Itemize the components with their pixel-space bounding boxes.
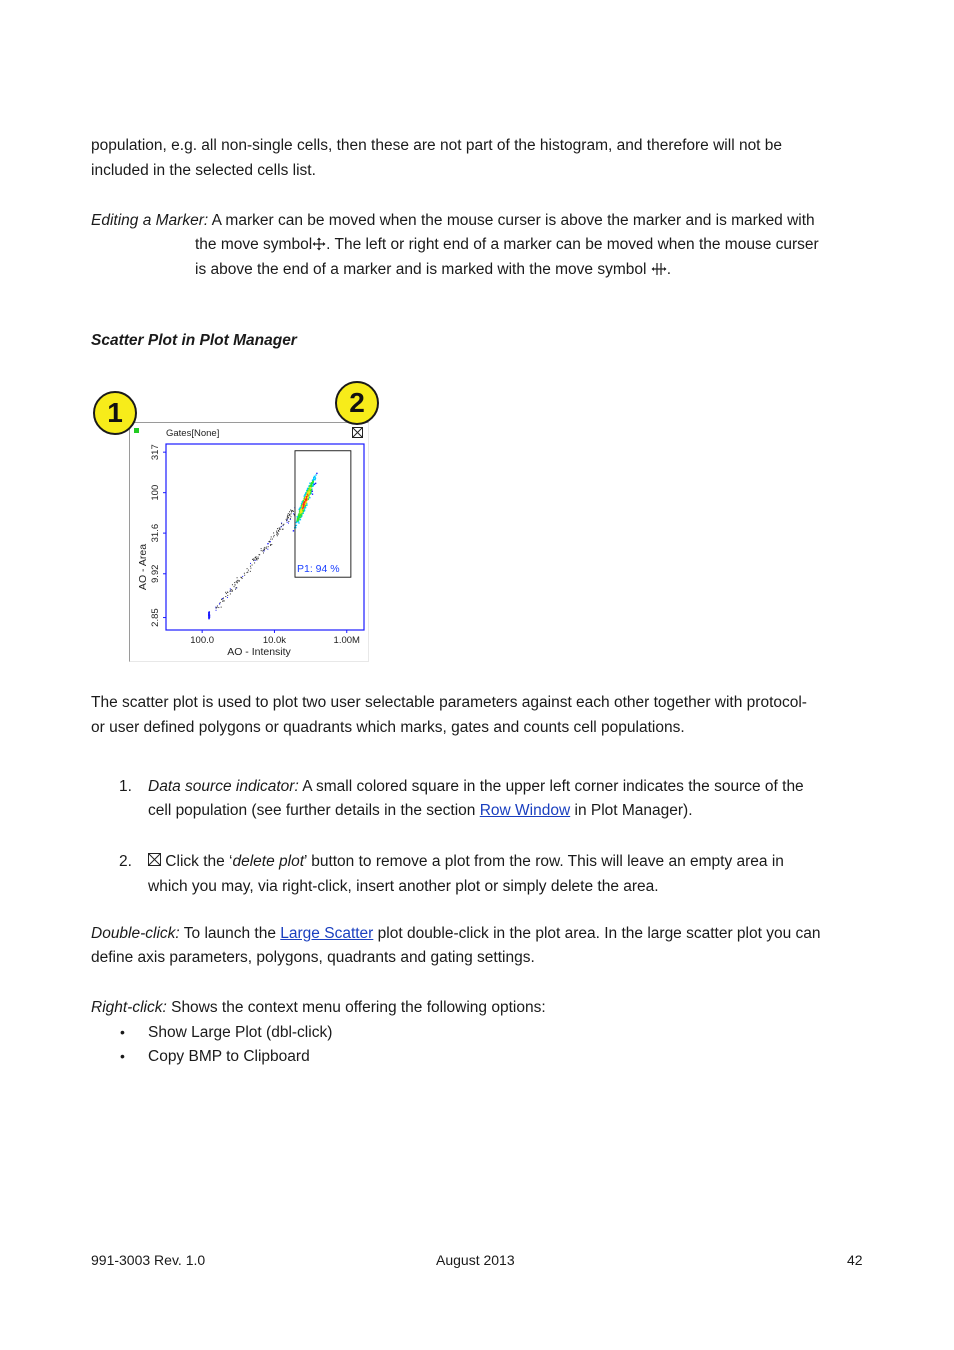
- callout-2: 2: [335, 381, 379, 425]
- scatter-point: [277, 535, 278, 536]
- right-click-text: Shows the context menu offering the following options:: [166, 999, 546, 1016]
- bullet-icon: •: [120, 1024, 125, 1040]
- scatter-point: [258, 557, 259, 558]
- scatter-point: [287, 522, 288, 523]
- scatter-point: [231, 591, 232, 592]
- double-click-line-1: [91, 922, 821, 947]
- x-tick-label: 1.00M: [333, 635, 360, 646]
- scatter-point: [250, 571, 251, 572]
- scatter-point: [298, 521, 299, 522]
- scatter-point: [268, 543, 269, 544]
- scatter-point: [223, 600, 224, 601]
- scatter-point: [304, 507, 305, 508]
- scatter-point: [232, 584, 233, 585]
- scatter-point: [298, 522, 299, 523]
- scatter-point: [230, 590, 231, 591]
- scatter-point: [283, 524, 284, 525]
- scatter-point: [250, 566, 251, 567]
- editing-text-2a: the move symbol: [195, 236, 313, 253]
- x-tick-label: 100.0: [190, 635, 215, 646]
- scatter-point: [274, 535, 275, 536]
- scatter-point: [271, 536, 272, 537]
- scatter-point: [242, 576, 243, 577]
- region-p1: [295, 451, 351, 577]
- row-window-link[interactable]: Row Window: [479, 802, 571, 819]
- list-item-1-text-2a: cell population (see further details in the section: [148, 802, 480, 819]
- scatter-point: [288, 515, 289, 516]
- scatter-point: [246, 572, 247, 573]
- scatter-point: [314, 476, 315, 477]
- scatter-point: [264, 551, 265, 552]
- x-axis-label: AO - Intensity: [227, 646, 291, 658]
- scatter-point: [258, 558, 259, 559]
- scatter-point: [223, 598, 224, 599]
- scatter-point: [308, 495, 309, 496]
- scatter-point: [303, 504, 304, 505]
- scatter-point: [289, 511, 290, 512]
- scatter-point: [278, 530, 279, 531]
- scatter-point: [272, 539, 273, 540]
- scatter-point: [314, 484, 315, 485]
- scatter-point: [312, 485, 313, 486]
- scatter-point: [230, 593, 231, 594]
- footer-date: August 2013: [436, 1252, 515, 1268]
- editing-text-2b: . The left or right end of a marker can be moved when the mouse curser: [326, 236, 819, 253]
- intro-line-1: population, e.g. all non-single cells, then these are not part of the histogram, and therefore will not be: [91, 137, 783, 154]
- scatter-point: [266, 547, 267, 548]
- scatter-point: [264, 549, 265, 550]
- scatter-point: [231, 589, 232, 590]
- delete-plot-inline-icon: [148, 853, 161, 866]
- scatter-point: [253, 559, 254, 560]
- option-show-large-plot: Show Large Plot (dbl-click): [148, 1024, 333, 1041]
- scatter-point: [259, 554, 260, 555]
- scatter-point: [250, 563, 251, 564]
- scatter-point: [308, 488, 309, 489]
- scatter-point: [237, 580, 238, 581]
- scatter-point: [208, 618, 210, 620]
- footer-doc-id: 991-3003 Rev. 1.0: [91, 1252, 206, 1268]
- scatter-point: [287, 517, 288, 518]
- right-click-term: Right-click:: [91, 999, 167, 1016]
- right-click-line: [91, 996, 546, 1021]
- scatter-point: [296, 525, 297, 526]
- scatter-point: [230, 588, 231, 589]
- scatter-point: [264, 547, 265, 548]
- scatter-point: [225, 596, 226, 597]
- scatter-point: [257, 559, 258, 560]
- scatter-point: [270, 541, 271, 542]
- scatter-point: [254, 562, 255, 563]
- scatter-point: [305, 497, 306, 498]
- scatter-point: [299, 519, 300, 520]
- scatter-point: [237, 577, 238, 578]
- scatter-point: [307, 497, 308, 498]
- scatter-point: [293, 530, 294, 531]
- y-axis-label: AO - Area: [137, 543, 149, 591]
- scatter-point: [227, 592, 228, 593]
- scatter-point: [241, 577, 242, 578]
- scatter-point: [288, 517, 289, 518]
- scatter-point: [303, 502, 304, 503]
- y-tick-label: 317: [150, 444, 161, 461]
- scatter-point: [306, 505, 307, 506]
- scatter-point: [305, 499, 306, 500]
- scatter-point: [256, 559, 257, 560]
- scatter-point: [268, 546, 269, 547]
- scatter-point: [290, 509, 291, 510]
- scatter-point: [227, 595, 228, 596]
- scatter-point: [312, 493, 313, 494]
- scatter-point: [270, 539, 271, 540]
- scatter-point: [292, 510, 293, 511]
- scatter-point: [234, 582, 235, 583]
- scatter-point: [288, 513, 289, 514]
- move-cross-icon: [312, 237, 326, 251]
- scatter-point: [227, 597, 228, 598]
- plot-area-border: [166, 444, 364, 630]
- y-tick-label: 31.6: [149, 523, 161, 543]
- scatter-point: [244, 575, 245, 576]
- list-item-1-line-2: [148, 799, 693, 824]
- description-line-2: or user defined polygons or quadrants which marks, gates and counts cell populations.: [91, 719, 685, 736]
- scatter-point: [308, 493, 309, 494]
- list-item-2-line-1: [148, 850, 784, 875]
- y-tick-label: 9.92: [150, 564, 161, 584]
- scatter-point: [286, 520, 287, 521]
- move-horizontal-icon: [651, 262, 667, 276]
- scatter-point: [220, 602, 221, 603]
- scatter-points: [208, 473, 318, 620]
- callout-1: 1: [93, 391, 137, 435]
- scatter-point: [221, 607, 222, 608]
- scatter-point: [288, 523, 289, 524]
- scatter-point: [308, 498, 309, 499]
- scatter-point: [267, 549, 268, 550]
- scatter-point: [255, 557, 256, 558]
- scatter-point: [276, 534, 277, 535]
- scatter-point: [237, 580, 238, 581]
- scatter-point: [280, 527, 281, 528]
- editing-line-1: [91, 209, 815, 234]
- scatter-point: [313, 479, 314, 480]
- intro-line-2: included in the selected cells list.: [91, 162, 316, 179]
- scatter-point: [287, 516, 288, 517]
- scatter-point: [278, 533, 279, 534]
- scatter-point: [305, 492, 306, 493]
- scatter-point: [310, 487, 311, 488]
- scatter-point: [209, 611, 211, 613]
- bullet-icon: •: [120, 1048, 125, 1064]
- list-item-1-term: Data source indicator:: [148, 778, 299, 795]
- scatter-point: [235, 589, 236, 590]
- scatter-point: [293, 511, 294, 512]
- scatter-point: [301, 511, 302, 512]
- scatter-point: [256, 558, 257, 559]
- scatter-point: [225, 592, 226, 593]
- footer-page-number: 42: [847, 1252, 863, 1268]
- large-scatter-link[interactable]: Large Scatter: [280, 925, 374, 942]
- scatter-point: [248, 570, 249, 571]
- scatter-point: [298, 518, 299, 519]
- gates-label: Gates[None]: [166, 428, 220, 439]
- scatter-point: [219, 603, 220, 604]
- scatter-point: [273, 536, 274, 537]
- scatter-point: [309, 497, 310, 498]
- scatter-point: [311, 483, 312, 484]
- option-copy-bmp: Copy BMP to Clipboard: [148, 1048, 310, 1065]
- list-item-1-number: 1.: [119, 778, 132, 795]
- scatter-point: [312, 481, 313, 482]
- scatter-point: [209, 616, 211, 618]
- scatter-point: [252, 565, 253, 566]
- editing-term: Editing a Marker:: [91, 212, 209, 229]
- scatter-point: [263, 552, 264, 553]
- scatter-point: [303, 500, 304, 501]
- scatter-point: [239, 580, 240, 581]
- description-line-1: The scatter plot is used to plot two user selectable parameters against each other together with protocol-: [91, 694, 807, 711]
- scatter-point: [234, 584, 235, 585]
- scatter-point: [217, 605, 218, 606]
- scatter-point: [271, 544, 272, 545]
- scatter-point: [261, 550, 262, 551]
- scatter-point: [281, 523, 282, 524]
- scatter-point: [293, 513, 294, 514]
- scatter-point: [315, 478, 316, 479]
- scatter-point: [262, 551, 263, 552]
- scatter-point: [216, 607, 217, 608]
- scatter-point: [226, 593, 227, 594]
- list-item-1-text: A small colored square in the upper left corner indicates the source of the: [298, 778, 804, 795]
- scatter-point: [306, 499, 307, 500]
- scatter-point: [279, 528, 280, 529]
- section-heading: Scatter Plot in Plot Manager: [91, 332, 297, 349]
- scatter-point: [287, 518, 288, 519]
- scatter-point: [277, 528, 278, 529]
- scatter-point: [316, 473, 317, 474]
- scatter-point: [288, 521, 289, 522]
- scatter-point: [270, 545, 271, 546]
- scatter-point: [289, 515, 290, 516]
- scatter-point: [267, 543, 268, 544]
- list-item-1-text-2b: in Plot Manager).: [570, 802, 693, 819]
- scatter-plot-figure: [90, 378, 382, 664]
- scatter-point: [303, 513, 304, 514]
- scatter-point: [300, 507, 301, 508]
- scatter-point: [307, 490, 308, 491]
- list-item-2-term: delete plot: [232, 853, 305, 870]
- scatter-point: [218, 607, 219, 608]
- scatter-point: [283, 529, 284, 530]
- scatter-point: [291, 510, 292, 511]
- scatter-point: [208, 614, 210, 616]
- editing-line-3: [195, 258, 671, 283]
- double-click-term: Double-click:: [91, 925, 180, 942]
- region-p1-label: P1: 94 %: [296, 563, 340, 576]
- double-click-text-a: To launch the: [179, 925, 281, 942]
- list-item-2-line-2: which you may, via right-click, insert another plot or simply delete the area.: [148, 878, 659, 895]
- scatter-point: [276, 531, 277, 532]
- scatter-point: [279, 529, 280, 530]
- list-item-1-line-1: [148, 775, 804, 800]
- editing-text-1: A marker can be moved when the mouse curser is above the marker and is marked with: [208, 212, 815, 229]
- scatter-point: [290, 516, 291, 517]
- scatter-point: [250, 568, 251, 569]
- x-axis-ticks: [190, 630, 360, 646]
- scatter-point: [290, 519, 291, 520]
- y-tick-label: 2.85: [150, 608, 161, 627]
- scatter-point: [255, 560, 256, 561]
- scatter-point: [247, 568, 248, 569]
- scatter-point: [311, 486, 312, 487]
- scatter-point: [299, 516, 300, 517]
- scatter-point: [261, 548, 262, 549]
- list-item-2-number: 2.: [119, 853, 132, 870]
- scatter-point: [306, 502, 307, 503]
- editing-text-3a: is above the end of a marker and is marked with the move symbol: [195, 261, 647, 278]
- list-item-2-text-b: ’ button to remove a plot from the row. This will leave an empty area in: [304, 853, 784, 870]
- scatter-point: [266, 548, 267, 549]
- scatter-point: [216, 610, 217, 611]
- scatter-point: [236, 587, 237, 588]
- scatter-point: [268, 541, 269, 542]
- double-click-text-b: plot double-click in the plot area. In the large scatter plot you can: [373, 925, 821, 942]
- scatter-point: [253, 560, 254, 561]
- scatter-point: [309, 483, 310, 484]
- scatter-point: [224, 600, 225, 601]
- scatter-point: [297, 516, 298, 517]
- scatter-point: [290, 518, 291, 519]
- scatter-point: [287, 515, 288, 516]
- scatter-point: [296, 522, 297, 523]
- scatter-point: [291, 511, 292, 512]
- double-click-line-2: define axis parameters, polygons, quadrants and gating settings.: [91, 949, 535, 966]
- editing-line-2: [195, 233, 819, 258]
- scatter-point: [313, 477, 314, 478]
- scatter-point: [301, 508, 302, 509]
- editing-text-3b: .: [666, 261, 672, 278]
- scatter-point: [315, 474, 316, 475]
- scatter-point: [291, 513, 292, 514]
- scatter-point: [286, 519, 287, 520]
- scatter-point: [302, 510, 303, 511]
- scatter-point: [234, 586, 235, 587]
- scatter-point: [273, 532, 274, 533]
- scatter-point: [230, 591, 231, 592]
- scatter-point: [244, 573, 245, 574]
- scatter-point: [309, 485, 310, 486]
- scatter-point: [305, 494, 306, 495]
- scatter-point: [252, 559, 253, 560]
- y-tick-label: 100: [150, 484, 161, 501]
- list-item-2-text-a: Click the ‘: [161, 853, 233, 870]
- scatter-point: [221, 599, 222, 600]
- y-axis-ticks: [150, 444, 166, 627]
- scatter-point: [236, 581, 237, 582]
- x-tick-label: 10.0k: [262, 635, 287, 646]
- scatter-point: [296, 520, 297, 521]
- scatter-point: [287, 520, 288, 521]
- scatter-point: [310, 490, 311, 491]
- scatter-point: [276, 532, 277, 533]
